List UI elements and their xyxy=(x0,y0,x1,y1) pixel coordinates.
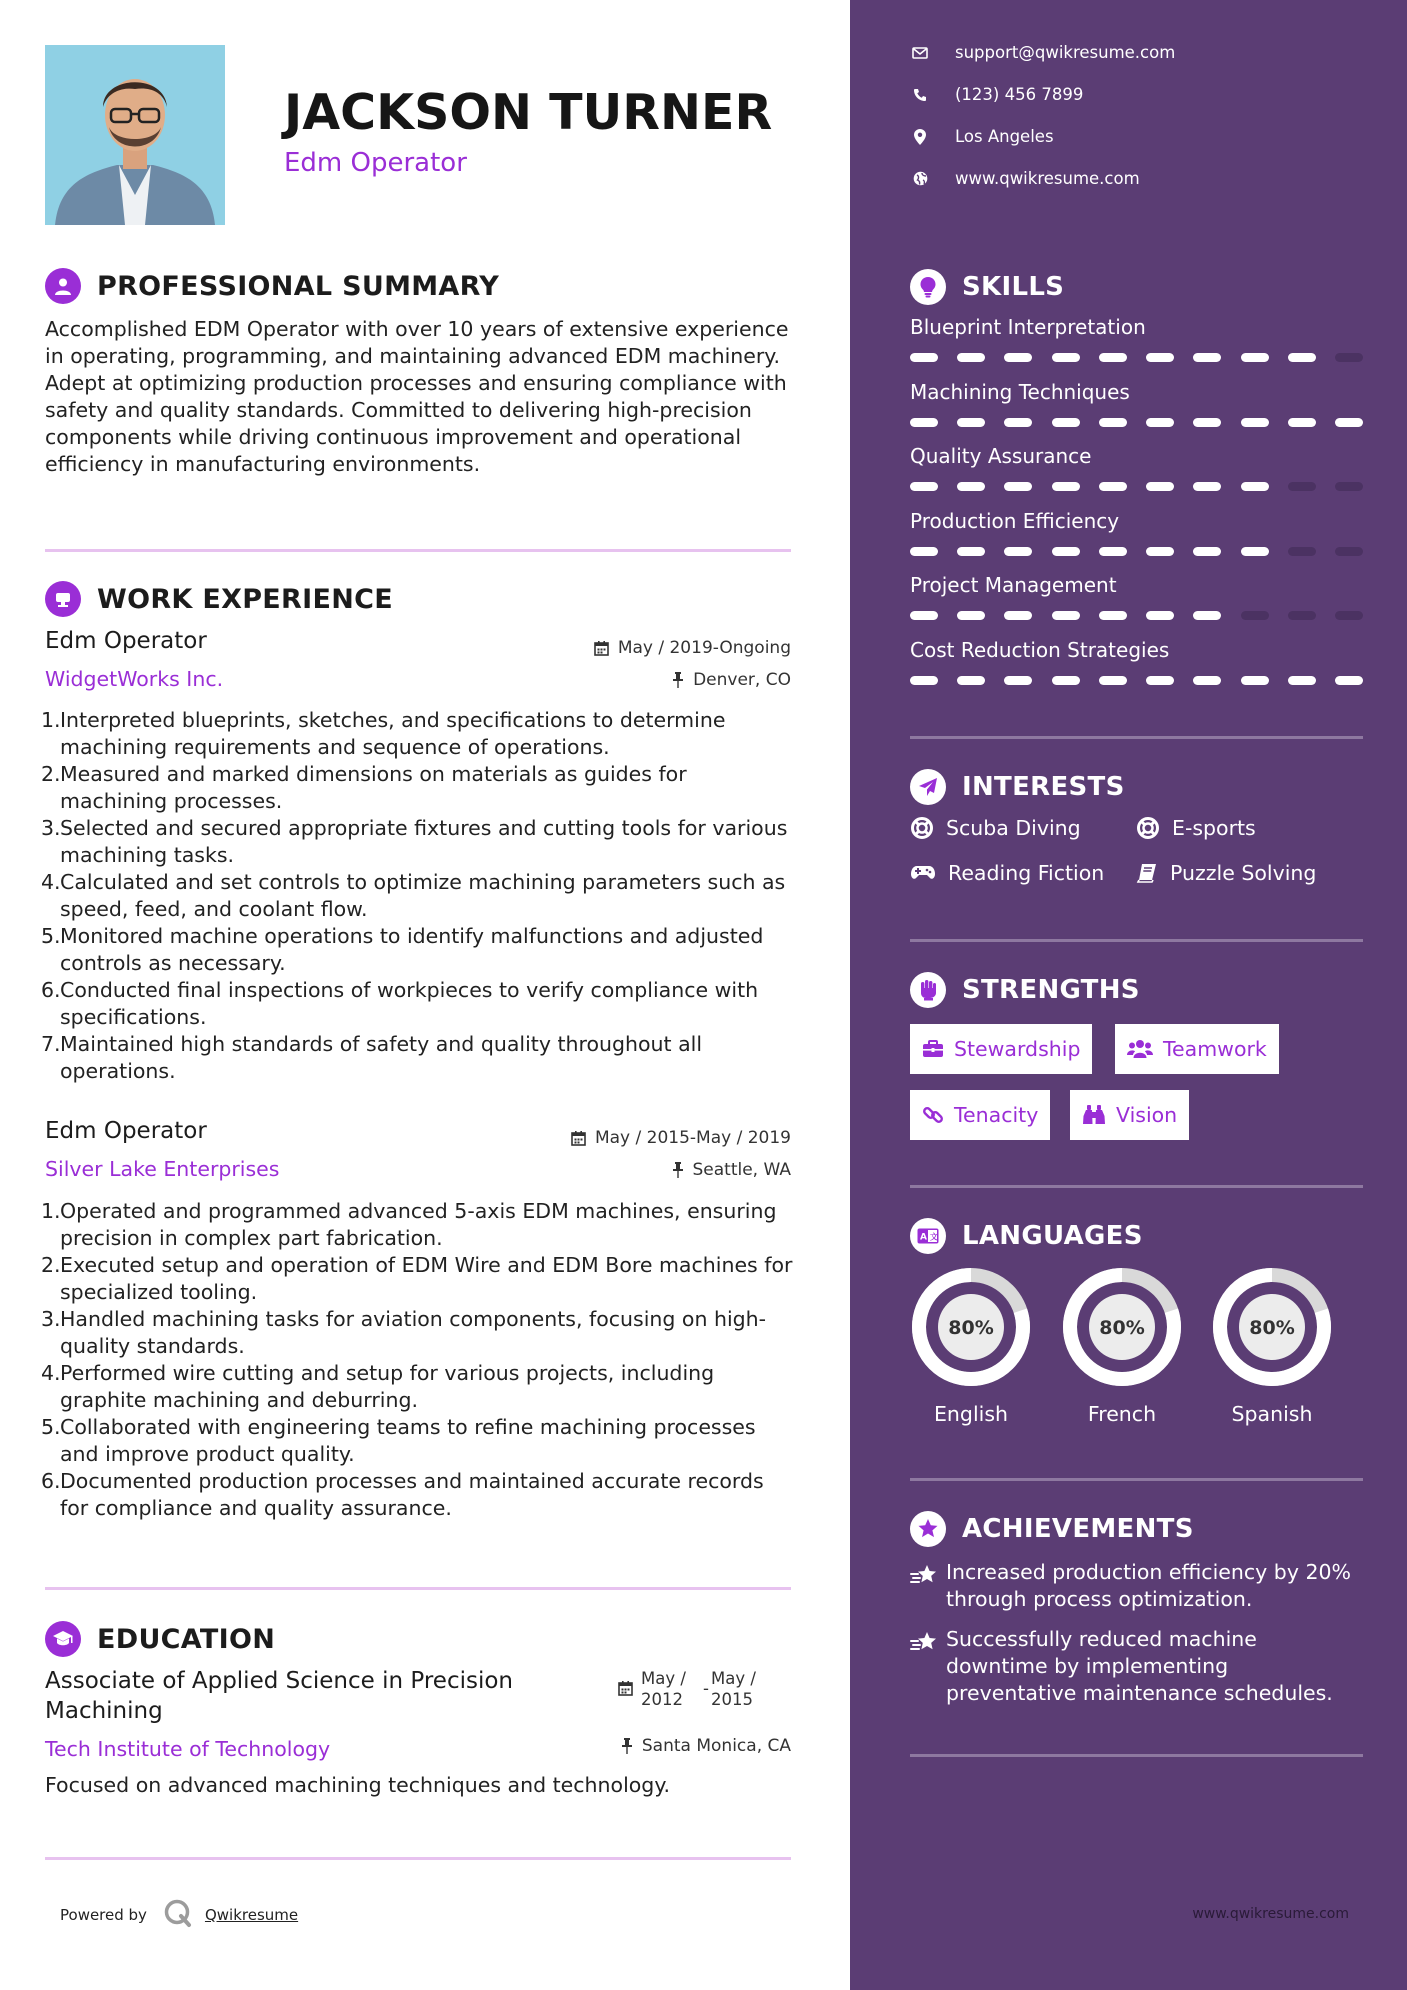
language-item xyxy=(910,1266,1032,1426)
interests-heading xyxy=(910,769,1125,805)
powered-by-label: Powered by xyxy=(60,1906,147,1924)
skill-level-segment xyxy=(1335,353,1363,362)
skill-level-segment xyxy=(1099,482,1127,491)
language-percent: 80% xyxy=(1249,1317,1295,1339)
interests-heading-text: INTERESTS xyxy=(962,772,1125,802)
skill-level-segment xyxy=(957,611,985,620)
pin-icon xyxy=(672,1162,684,1178)
experience-heading-text: WORK EXPERIENCE xyxy=(97,583,393,615)
contact-location xyxy=(910,127,1054,146)
skill-level-segment xyxy=(1146,676,1174,685)
skill-level-segment xyxy=(1099,547,1127,556)
skill-level-segment xyxy=(1335,676,1363,685)
skill-level-segment xyxy=(1335,547,1363,556)
language-percent: 80% xyxy=(1099,1317,1145,1339)
skill-level-segment xyxy=(1288,611,1316,620)
interest-item xyxy=(1136,816,1256,840)
skill-name: Project Management xyxy=(910,573,1117,597)
pin-icon xyxy=(621,1738,633,1754)
interest-label: Scuba Diving xyxy=(946,816,1081,840)
skill-level-segment xyxy=(1004,353,1032,362)
skill-level-bar xyxy=(910,611,1363,620)
skill-level-segment xyxy=(1099,676,1127,685)
paper-plane-icon xyxy=(910,769,946,805)
skill-level-segment xyxy=(910,547,938,556)
skill-level-segment xyxy=(1335,611,1363,620)
list-item: 5. Monitored machine operations to identify malfunctions and adjusted controls as necessary. xyxy=(41,924,764,975)
education-location-text: Santa Monica, CA xyxy=(641,1736,791,1756)
skill-level-segment xyxy=(1193,418,1221,427)
education-heading-text: EDUCATION xyxy=(97,1623,276,1655)
link-icon xyxy=(922,1104,944,1126)
skill-level-segment xyxy=(957,418,985,427)
skill-level-segment xyxy=(1241,482,1269,491)
interest-label: Puzzle Solving xyxy=(1170,861,1317,885)
job-location xyxy=(672,670,791,690)
education-description: Focused on advanced machining techniques and technology. xyxy=(45,1773,671,1797)
education-start-month: May / xyxy=(641,1669,686,1688)
achievements-heading-text: ACHIEVEMENTS xyxy=(962,1514,1194,1544)
languages-heading xyxy=(910,1218,1143,1254)
skill-level-segment xyxy=(1193,547,1221,556)
interest-item xyxy=(1136,861,1316,885)
skill-level-segment xyxy=(910,353,938,362)
job-title: Edm Operator xyxy=(45,628,207,654)
contact-website-text: www.qwikresume.com xyxy=(955,169,1140,188)
divider xyxy=(45,1587,791,1590)
briefcase-icon xyxy=(45,581,81,617)
user-icon xyxy=(45,268,81,304)
achievement-item xyxy=(910,1626,1363,1707)
education-date-separator: - xyxy=(703,1679,709,1698)
list-item: 4. Calculated and set controls to optimize machining parameters such as speed, feed, and coolant flow. xyxy=(41,870,786,921)
strengths-heading xyxy=(910,972,1140,1008)
skill-level-segment xyxy=(1193,611,1221,620)
candidate-name: JACKSON TURNER xyxy=(284,84,773,141)
job-company: WidgetWorks Inc. xyxy=(45,667,224,691)
graduation-cap-icon xyxy=(45,1621,81,1657)
skill-level-segment xyxy=(1241,611,1269,620)
life-ring-icon xyxy=(910,816,934,840)
envelope-icon xyxy=(910,47,930,59)
skill-level-segment xyxy=(1193,676,1221,685)
strength-badge xyxy=(1070,1090,1189,1140)
skill-level-segment xyxy=(1052,482,1080,491)
svg-text:A: A xyxy=(920,1232,927,1243)
sidebar xyxy=(850,0,1407,1990)
skill-level-segment xyxy=(1146,482,1174,491)
skill-level-segment xyxy=(1004,418,1032,427)
list-item: 3. Selected and secured appropriate fixtures and cutting tools for various machining tasks. xyxy=(41,816,788,867)
skill-level-segment xyxy=(957,676,985,685)
skill-name: Quality Assurance xyxy=(910,444,1092,468)
skill-level-bar xyxy=(910,418,1363,427)
education-heading xyxy=(45,1621,275,1657)
language-name: French xyxy=(1087,1402,1157,1426)
job-location xyxy=(672,1160,792,1180)
skill-level-segment xyxy=(1099,418,1127,427)
skill-name: Cost Reduction Strategies xyxy=(910,637,1170,662)
language-name: English xyxy=(933,1402,1009,1426)
skill-name: Production Efficiency xyxy=(910,508,1120,533)
experience-heading xyxy=(45,581,393,617)
school-name: Tech Institute of Technology xyxy=(45,1737,331,1761)
contact-phone-text: (123) 456 7899 xyxy=(955,85,1084,104)
achievements-heading xyxy=(910,1511,1194,1547)
degree-title: Associate of Applied Science in Precision Machining xyxy=(45,1668,514,1724)
skill-name: Machining Techniques xyxy=(910,379,1130,404)
star-badge-icon xyxy=(910,1511,946,1547)
briefcase-icon xyxy=(922,1040,944,1058)
achievement-text: Increased production efficiency by 20% through process optimization. xyxy=(946,1560,1352,1611)
education-dates xyxy=(618,1668,756,1710)
skill-level-segment xyxy=(1004,547,1032,556)
divider xyxy=(910,1754,1363,1757)
binoculars-icon xyxy=(1082,1104,1106,1126)
divider xyxy=(910,1478,1363,1481)
language-percent: 80% xyxy=(948,1317,994,1339)
skill-level-segment xyxy=(1335,418,1363,427)
skill-level-segment xyxy=(1146,611,1174,620)
job-location-text: Denver, CO xyxy=(693,670,791,690)
skill-level-segment xyxy=(1288,482,1316,491)
job-dates xyxy=(594,638,791,658)
strength-badge xyxy=(1115,1024,1279,1074)
interest-item xyxy=(910,861,1104,885)
interest-label: Reading Fiction xyxy=(948,861,1105,885)
divider xyxy=(910,736,1363,739)
language-item xyxy=(1211,1266,1333,1426)
divider xyxy=(910,1185,1363,1188)
qwikresume-link[interactable]: Qwikresume xyxy=(204,1906,299,1924)
skill-level-segment xyxy=(957,482,985,491)
svg-text:文: 文 xyxy=(930,1232,938,1242)
skill-level-segment xyxy=(1335,482,1363,491)
skill-level-segment xyxy=(1193,353,1221,362)
skill-level-segment xyxy=(1288,418,1316,427)
shooting-star-icon xyxy=(910,1559,946,1613)
language-icon xyxy=(910,1218,946,1254)
profile-photo xyxy=(45,45,225,225)
strength-label: Stewardship xyxy=(954,1037,1081,1061)
skills-heading xyxy=(910,269,1064,305)
pin-icon xyxy=(672,672,684,688)
skill-level-segment xyxy=(1052,547,1080,556)
divider xyxy=(910,939,1363,942)
achievement-text: Successfully reduced machine downtime by implementing preventative maintenance schedules. xyxy=(946,1627,1333,1705)
skill-level-segment xyxy=(1146,547,1174,556)
language-progress-ring xyxy=(1211,1266,1333,1388)
interest-item xyxy=(910,816,1081,840)
job-duties xyxy=(41,707,793,1085)
calendar-icon xyxy=(571,1130,586,1146)
skill-level-segment xyxy=(957,353,985,362)
list-item: 2. Executed setup and operation of EDM Wire and EDM Bore machines for specialized tooling. xyxy=(41,1253,793,1304)
skill-level-segment xyxy=(1146,418,1174,427)
skill-level-segment xyxy=(1099,611,1127,620)
languages-heading-text: LANGUAGES xyxy=(962,1221,1143,1251)
candidate-title: Edm Operator xyxy=(284,148,467,178)
job-dates xyxy=(571,1128,791,1148)
skill-level-segment xyxy=(1146,353,1174,362)
skill-level-segment xyxy=(1241,418,1269,427)
phone-icon xyxy=(910,88,930,102)
skill-level-segment xyxy=(910,482,938,491)
achievement-item xyxy=(910,1559,1363,1613)
education-location xyxy=(621,1736,791,1756)
skill-level-bar xyxy=(910,547,1363,556)
skill-level-segment xyxy=(1241,353,1269,362)
lightbulb-icon xyxy=(910,269,946,305)
education-end-year: 2015 xyxy=(711,1690,753,1709)
strength-label: Tenacity xyxy=(954,1103,1039,1127)
footer-website[interactable]: www.qwikresume.com xyxy=(1192,1906,1349,1922)
book-icon xyxy=(1136,862,1158,884)
contact-location-text: Los Angeles xyxy=(955,127,1054,146)
skill-level-segment xyxy=(910,418,938,427)
calendar-icon xyxy=(594,640,609,656)
list-item: 3. Handled machining tasks for aviation components, focusing on high-quality standards. xyxy=(41,1307,767,1358)
globe-icon xyxy=(910,171,930,186)
skill-name: Blueprint Interpretation xyxy=(910,315,1146,339)
shooting-star-icon xyxy=(910,1626,946,1707)
skill-level-segment xyxy=(1004,611,1032,620)
map-marker-icon xyxy=(910,129,930,145)
strength-label: Vision xyxy=(1116,1103,1178,1127)
skill-level-segment xyxy=(910,676,938,685)
education-end-month: May / xyxy=(711,1669,756,1688)
job-location-text: Seattle, WA xyxy=(692,1160,791,1180)
language-name: Spanish xyxy=(1231,1402,1313,1426)
language-progress-ring xyxy=(1061,1266,1183,1388)
education-start-year: 2012 xyxy=(641,1690,683,1709)
skill-level-bar xyxy=(910,353,1363,362)
list-item: 1. Operated and programmed advanced 5-axis EDM machines, ensuring precision in complex part fabrication. xyxy=(41,1199,777,1250)
skill-level-segment xyxy=(1288,547,1316,556)
summary-heading xyxy=(45,268,499,304)
gamepad-icon xyxy=(910,864,936,882)
skill-level-segment xyxy=(1241,547,1269,556)
job-company: Silver Lake Enterprises xyxy=(45,1157,280,1181)
contact-phone[interactable] xyxy=(910,85,1083,104)
calendar-icon xyxy=(618,1680,633,1696)
life-ring-icon xyxy=(1136,816,1160,840)
job-title: Edm Operator xyxy=(45,1118,207,1144)
job-dates-text: May / 2015-May / 2019 xyxy=(594,1128,791,1148)
skill-level-segment xyxy=(1099,353,1127,362)
language-item xyxy=(1061,1266,1183,1426)
fist-icon xyxy=(910,972,946,1008)
contact-email[interactable] xyxy=(910,43,1175,62)
strength-badge xyxy=(910,1024,1092,1074)
qwikresume-logo-icon xyxy=(163,1898,193,1932)
divider xyxy=(45,1857,791,1860)
skills-heading-text: SKILLS xyxy=(962,272,1065,302)
skill-level-segment xyxy=(1241,676,1269,685)
skill-level-segment xyxy=(1193,482,1221,491)
skill-level-bar xyxy=(910,482,1363,491)
skill-level-segment xyxy=(1004,482,1032,491)
summary-heading-text: PROFESSIONAL SUMMARY xyxy=(97,270,500,302)
list-item: 6. Conducted final inspections of workpieces to verify compliance with specifications. xyxy=(41,978,759,1029)
footer-branding xyxy=(60,1898,298,1932)
list-item: 7. Maintained high standards of safety and quality throughout all operations. xyxy=(41,1032,703,1083)
users-icon xyxy=(1127,1039,1153,1059)
job-dates-text: May / 2019-Ongoing xyxy=(617,638,791,658)
list-item: 2. Measured and marked dimensions on materials as guides for machining processes. xyxy=(41,762,687,813)
strengths-heading-text: STRENGTHS xyxy=(962,975,1140,1005)
list-item: 5. Collaborated with engineering teams to refine machining processes and improve product quality. xyxy=(41,1415,756,1466)
interest-label: E-sports xyxy=(1172,816,1256,840)
skill-level-segment xyxy=(1004,676,1032,685)
job-duties xyxy=(41,1198,793,1522)
skill-level-segment xyxy=(1052,611,1080,620)
skill-level-segment xyxy=(1052,676,1080,685)
contact-email-text: support@qwikresume.com xyxy=(955,43,1176,62)
skill-level-segment xyxy=(1288,676,1316,685)
list-item: 4. Performed wire cutting and setup for various projects, including graphite machining and deburring. xyxy=(41,1361,715,1412)
strength-badge xyxy=(910,1090,1050,1140)
skill-level-segment xyxy=(957,547,985,556)
summary-text: Accomplished EDM Operator with over 10 years of extensive experience in operating, programming, and maintaining advanced EDM machinery. Adept at optimizing production processes and ensuring compliance with safety and quality standards. Committed to delivering high-precision components while driving continuous improvement and operational efficiency in manufacturing environments. xyxy=(45,317,789,476)
list-item: 1. Interpreted blueprints, sketches, and specifications to determine machining requirements and sequence of operations. xyxy=(41,708,726,759)
contact-website[interactable] xyxy=(910,169,1140,188)
skill-level-bar xyxy=(910,676,1363,685)
skill-level-segment xyxy=(1288,353,1316,362)
strength-label: Teamwork xyxy=(1163,1037,1267,1061)
divider xyxy=(45,549,791,552)
skill-level-segment xyxy=(1052,418,1080,427)
skill-level-segment xyxy=(910,611,938,620)
skill-level-segment xyxy=(1052,353,1080,362)
language-progress-ring xyxy=(910,1266,1032,1388)
list-item: 6. Documented production processes and maintained accurate records for compliance and quality assurance. xyxy=(41,1469,764,1520)
